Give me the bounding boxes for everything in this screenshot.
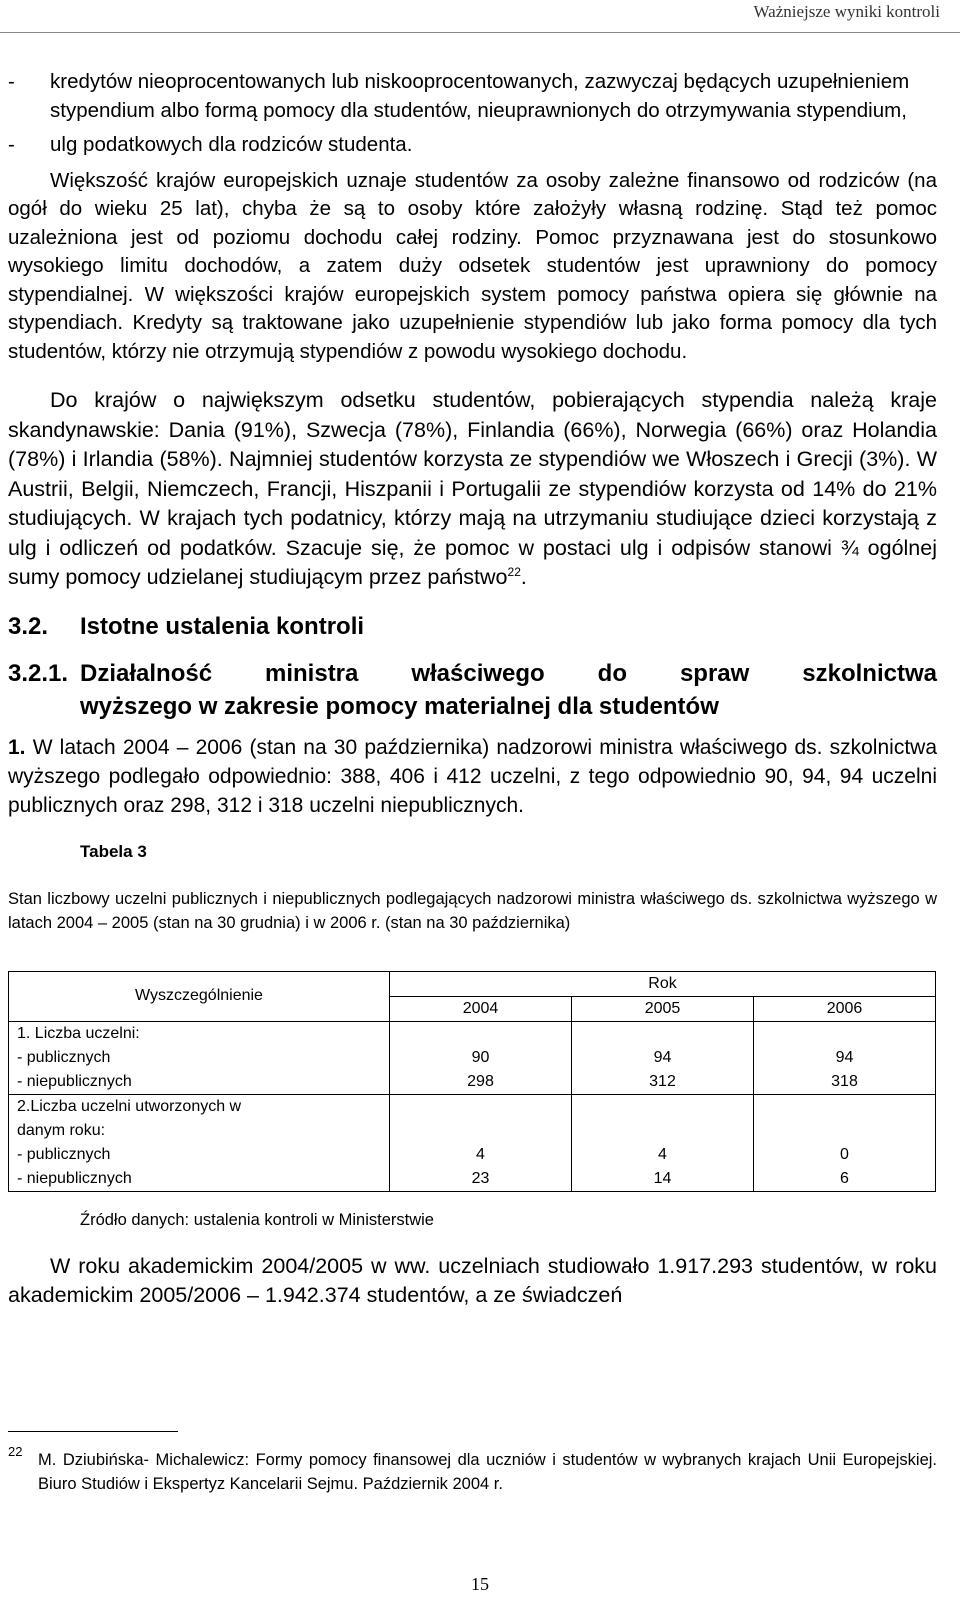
cell-value: [390, 1022, 571, 1046]
cell-value: 94: [835, 1048, 854, 1066]
table-cell: [390, 1094, 572, 1191]
cell-value: 298: [467, 1072, 494, 1090]
section-heading-3-2: [8, 613, 937, 642]
footnote-rule: [8, 1431, 178, 1432]
cell-value: 4: [476, 1145, 485, 1163]
paragraph-1: Większość krajów europejskich uznaje studentów za osoby zależne finansowo od rodziców (na ogół do wieku 25 lat), chyba że są to osoby które założyły własną rodzinę. Stąd też pomoc uzależniona jest od poziomu dochodu całej rodziny. Pomoc przyznawana jest do stosunkowo wysokiego limitu dochodów, a zatem duży odsetek studentów jest uprawniony do pomocy stypendialnej. W większości krajów europejskich system pomocy państwa opiera się głównie na stypendiach. Kredyty są traktowane jako uzupełnienie stypendiów lub jako forma pomocy dla tych studentów, którzy nie otrzymują stypendiów z powodu wysokiego dochodu.: [8, 168, 937, 363]
running-header: Ważniejsze wyniki kontroli: [753, 2, 940, 21]
table-header-year: Rok: [390, 971, 936, 996]
cell-value: 312: [649, 1072, 676, 1090]
cell-value: 318: [831, 1072, 858, 1090]
cell-value: [754, 1095, 935, 1119]
bullet-dash: -: [8, 70, 15, 93]
row-label-line: - niepublicznych: [17, 1072, 132, 1090]
paragraph-2: [8, 386, 937, 593]
table-row: [9, 1021, 936, 1094]
bullet-text: ulg podatkowych dla rodziców studenta.: [50, 133, 413, 156]
footnote-number: 22: [8, 1444, 23, 1459]
cell-value: 6: [840, 1169, 849, 1187]
data-table: [8, 971, 936, 1192]
cell-value: [390, 1095, 571, 1119]
bullet-item: [8, 131, 937, 160]
cell-value: [390, 1119, 571, 1143]
row-label-line: - niepublicznych: [17, 1169, 132, 1187]
footnote-ref: 22: [507, 564, 521, 579]
cell-value: 94: [653, 1048, 672, 1066]
heading-line-1: Działalność ministra właściwego do spraw szkolnictwa: [80, 660, 937, 687]
cell-value: 23: [471, 1169, 490, 1187]
table-caption: Stan liczbowy uczelni publicznych i niepublicznych podlegających nadzorowi ministra właściwego ds. szkolnictwa wyższego w latach 2004 – 2005 (stan na 30 grudnia) i w 2006 r. (stan na 30 października): [8, 889, 937, 932]
point-number: 1.: [8, 736, 26, 759]
row-label-line: danym roku:: [17, 1121, 106, 1139]
table-cell: [754, 1094, 936, 1191]
table-year-2004: 2004: [390, 996, 572, 1021]
table-source: Źródło danych: ustalenia kontroli w Ministerstwie: [80, 1210, 434, 1229]
point-text: W latach 2004 – 2006 (stan na 30 października) nadzorowi ministra właściwego ds. szkolnictwa wyższego podlegało odpowiednio: 388, 406 i 412 uczelni, z tego odpowiednio 90, 94, 94 uczelni publicznych oraz 298, 312 i 318 uczelni niepublicznych.: [8, 736, 938, 817]
cell-value: 4: [658, 1145, 667, 1163]
table-year-2006: 2006: [754, 996, 936, 1021]
page-number: 15: [471, 1574, 489, 1594]
heading-text: [80, 657, 937, 723]
table-row-label: [9, 1094, 390, 1191]
table-header-label: Wyszczególnienie: [9, 971, 390, 1021]
table-label: Tabela 3: [80, 842, 147, 861]
paragraph-2-text: Do krajów o największym odsetku studentów, pobierających stypendia należą kraje skandynawskie: Dania (91%), Szwecja (78%), Finlandia (66%), Norwegia (66%) oraz Holandia (78%) i Irlandia (58%). Najmniej studentów korzysta ze stypendiów we Włoszech i Grecji (3%). W Austrii, Belgii, Niemczech, Francji, Hiszpanii i Portugalii ze stypendiów korzysta od 14% do 21% studiujących. W krajach tych podatnicy, którzy mają na utrzymaniu studiujące dzieci korzystają z ulg i odliczeń od podatków. Szacuje się, że pomoc w postaci ulg i odpisów stanowi ¾ ogólnej sumy pomocy udzielanej studiującym przez państwo: [8, 388, 937, 589]
footnote: [8, 1444, 937, 1496]
row-label-line: - publicznych: [17, 1145, 111, 1163]
section-heading-3-2-1: [8, 657, 937, 723]
table-row-label: [9, 1021, 390, 1094]
document-body: [8, 68, 937, 1310]
bullet-item: [8, 68, 937, 125]
cell-value: 90: [471, 1048, 490, 1066]
heading-number: 3.2.1.: [8, 660, 69, 687]
heading-text: Istotne ustalenia kontroli: [80, 612, 365, 640]
cell-value: [572, 1119, 753, 1143]
last-paragraph: W roku akademickim 2004/2005 w ww. uczelniach studiowało 1.917.293 studentów, w roku akademickim 2005/2006 – 1.942.374 studentów, a ze świadczeń: [8, 1254, 937, 1307]
heading-number: 3.2.: [8, 612, 49, 640]
cell-value: [754, 1119, 935, 1143]
point-1: [8, 733, 937, 820]
cell-value: 0: [840, 1145, 849, 1163]
bullet-text: kredytów nieoprocentowanych lub niskooprocentowanych, zazwyczaj będących uzupełnieniem stypendium albo formą pomocy dla studentów, nieuprawnionych do otrzymywania stypendium,: [50, 70, 910, 122]
table-cell: [754, 1021, 936, 1094]
cell-value: 14: [653, 1169, 672, 1187]
header-rule: [0, 32, 960, 33]
bullet-dash: -: [8, 133, 15, 156]
row-label-line: 2.Liczba uczelni utworzonych w: [17, 1097, 242, 1115]
cell-value: [572, 1022, 753, 1046]
table-cell: [572, 1021, 754, 1094]
table-row: [9, 1094, 936, 1191]
row-label-line: - publicznych: [17, 1048, 111, 1066]
cell-value: [754, 1022, 935, 1046]
table-cell: [572, 1094, 754, 1191]
cell-value: [572, 1095, 753, 1119]
table-year-2005: 2005: [572, 996, 754, 1021]
table-cell: [390, 1021, 572, 1094]
footnote-text: M. Dziubińska- Michalewicz: Formy pomocy finansowej dla uczniów i studentów w wybranych krajach Unii Europejskiej. Biuro Studiów i Ekspertyz Kancelarii Sejmu. Październik 2004 r.: [38, 1451, 937, 1493]
row-label-line: 1. Liczba uczelni:: [17, 1024, 140, 1042]
heading-line-2: wyższego w zakresie pomocy materialnej dla studentów: [80, 693, 719, 720]
paragraph-2-end: .: [520, 565, 527, 589]
